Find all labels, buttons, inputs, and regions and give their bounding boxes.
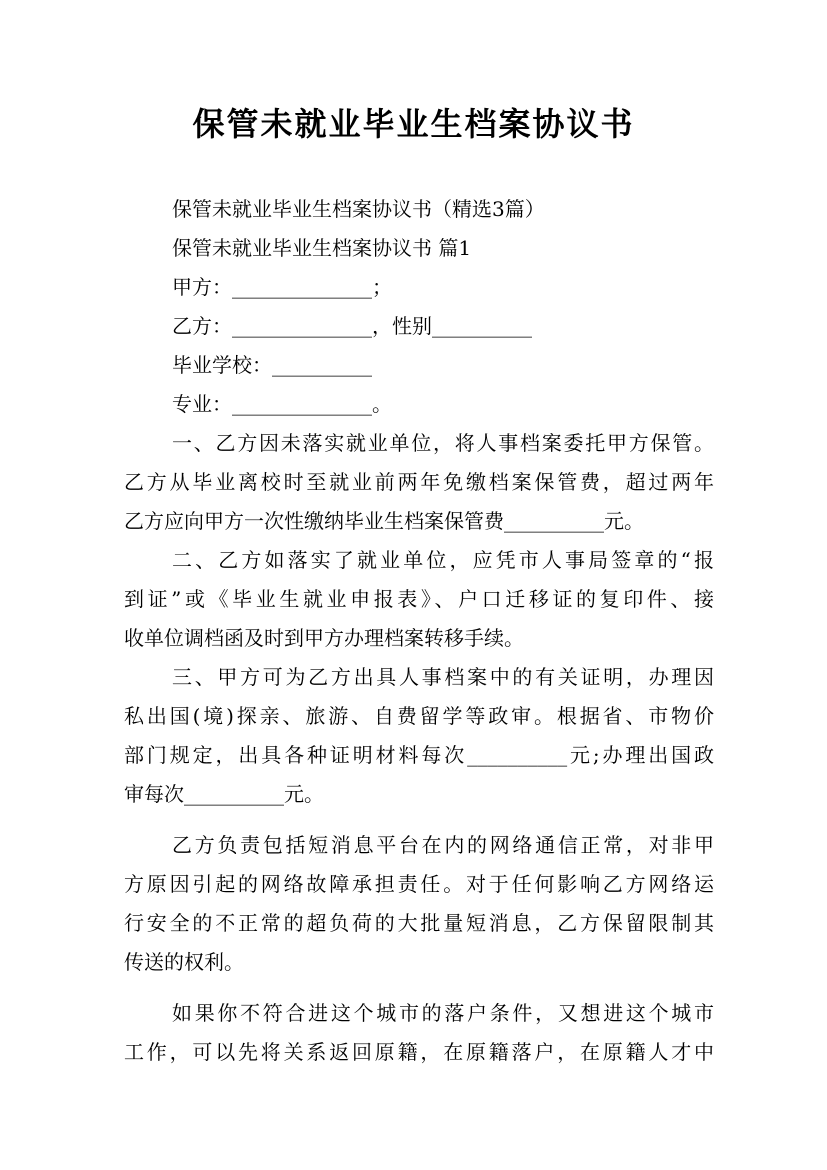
paragraph-line: 到证”或《毕业生就业申报表》、户口迁移证的复印件、接 — [124, 587, 714, 611]
paragraph-line: 一、乙方因未落实就业单位，将人事档案委托甲方保管。 — [172, 431, 714, 455]
party-b-line: 乙方：______________，性别__________ — [172, 314, 532, 338]
paragraph-line: 方原因引起的网络故障承担责任。对于任何影响乙方网络运 — [124, 872, 714, 896]
paragraph-line: 如果你不符合进这个城市的落户条件，又想进这个城市 — [172, 1001, 714, 1025]
document-title: 保管未就业毕业生档案协议书 — [192, 105, 635, 143]
paragraph-line: 乙方负责包括短消息平台在内的网络通信正常，对非甲 — [172, 833, 714, 857]
paragraph-line: 乙方从毕业离校时至就业前两年免缴档案保管费，超过两年 — [124, 470, 714, 494]
school-line: 毕业学校：__________ — [172, 353, 372, 377]
paragraph-line: 工作，可以先将关系返回原籍，在原籍落户，在原籍人才中 — [124, 1040, 714, 1064]
paragraph-line: 传送的权利。 — [124, 950, 244, 974]
paragraph-line: 收单位调档函及时到甲方办理档案转移手续。 — [124, 626, 524, 650]
document-body — [124, 190, 714, 1072]
paragraph-line: 乙方应向甲方一次性缴纳毕业生档案保管费__________元。 — [124, 509, 644, 533]
section-heading: 保管未就业毕业生档案协议书 篇1 — [172, 236, 472, 260]
paragraph-line: 行安全的不正常的超负荷的大批量短消息，乙方保留限制其 — [124, 911, 714, 935]
paragraph-line: 三、甲方可为乙方出具人事档案中的有关证明，办理因 — [172, 665, 714, 689]
paragraph-line: 部门规定，出具各种证明材料每次__________元;办理出国政 — [124, 743, 714, 767]
party-a-line: 甲方：______________； — [172, 275, 392, 299]
paragraph-line: 私出国(境)探亲、旅游、自费留学等政审。根据省、市物价 — [124, 704, 714, 728]
major-line: 专业：______________。 — [172, 392, 392, 416]
paragraph-line: 二、乙方如落实了就业单位，应凭市人事局签章的“报 — [172, 548, 714, 572]
paragraph-line: 审每次__________元。 — [124, 782, 324, 806]
subtitle-line: 保管未就业毕业生档案协议书（精选3篇） — [172, 197, 545, 221]
